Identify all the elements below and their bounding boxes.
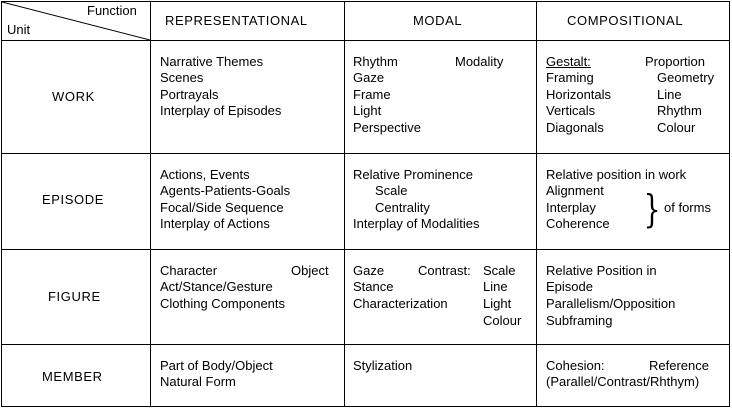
figure-modal-line: Contrast: [418,263,471,278]
episode-modal-line: Centrality [375,200,430,215]
work-modal-line: Gaze [353,70,385,85]
figure-modal-line: Colour [483,313,522,328]
column-header-representational: REPRESENTATIONAL [165,13,308,28]
figure-rep-line: Character [160,263,218,278]
row-label-figure: FIGURE [48,289,101,304]
column-divider [344,2,345,406]
figure-modal-line: Line [483,279,508,294]
work-rep-line: Interplay of Episodes [160,103,282,118]
figure-comp-line: Parallelism/Opposition [546,296,676,311]
figure-modal-line: Light [483,296,512,311]
work-comp-line: Horizontals [546,87,612,102]
episode-modal-line: Scale [375,183,408,198]
member-comp-line: (Parallel/Contrast/Rhthym) [546,374,700,389]
episode-rep-line: Agents-Patients-Goals [160,183,291,198]
work-modal-line: Perspective [353,120,421,135]
row-divider [2,153,729,154]
episode-comp-line: of forms [664,200,711,215]
episode-modal-line: Relative Prominence [353,167,473,182]
header-unit-label: Unit [7,22,31,37]
column-header-compositional: COMPOSITIONAL [567,13,684,28]
column-divider [536,2,537,406]
member-comp-line: Cohesion: [546,358,605,373]
work-comp-line: Colour [657,120,696,135]
member-rep-line: Natural Form [160,374,236,389]
work-modal-line: Light [353,103,382,118]
work-comp-line: Gestalt: [546,54,591,69]
episode-comp-line: Relative position in work [546,167,687,182]
episode-rep-line: Focal/Side Sequence [160,200,284,215]
curly-brace: } [643,187,661,231]
member-modal-line: Stylization [353,358,413,373]
figure-rep-line: Act/Stance/Gesture [160,279,273,294]
figure-rep-line: Object [291,263,329,278]
work-comp-line: Line [657,87,682,102]
row-label-episode: EPISODE [42,192,104,207]
figure-modal-line: Gaze [353,263,385,278]
work-rep-line: Portrayals [160,87,219,102]
function-unit-table [1,1,730,407]
column-divider [150,2,151,406]
row-label-work: WORK [52,89,95,104]
work-rep-line: Narrative Themes [160,54,264,69]
figure-comp-line: Episode [546,279,593,294]
work-comp-line: Geometry [657,70,715,85]
work-comp-line: Rhythm [657,103,702,118]
figure-modal-line: Characterization [353,296,448,311]
member-rep-line: Part of Body/Object [160,358,273,373]
member-comp-line: Reference [649,358,709,373]
column-header-modal: MODAL [413,13,463,28]
figure-rep-line: Clothing Components [160,296,286,311]
work-comp-line: Verticals [546,103,596,118]
row-label-member: MEMBER [42,369,103,384]
work-rep-line: Scenes [160,70,204,85]
work-comp-line: Proportion [645,54,705,69]
work-modal-line: Rhythm [353,54,398,69]
figure-modal-line: Scale [483,263,516,278]
work-modal-line: Modality [455,54,504,69]
figure-comp-line: Subframing [546,313,613,328]
row-divider [2,344,729,345]
episode-rep-line: Interplay of Actions [160,216,270,231]
episode-comp-line: Alignment [546,183,604,198]
row-divider [2,40,729,41]
header-function-label: Function [87,3,137,18]
work-comp-line: Diagonals [546,120,604,135]
row-divider [2,249,729,250]
episode-modal-line: Interplay of Modalities [353,216,480,231]
work-modal-line: Frame [353,87,391,102]
work-comp-line: Framing [546,70,594,85]
episode-comp-line: Coherence [546,216,610,231]
figure-modal-line: Stance [353,279,394,294]
figure-comp-line: Relative Position in [546,263,657,278]
episode-comp-line: Interplay [546,200,596,215]
episode-rep-line: Actions, Events [160,167,250,182]
